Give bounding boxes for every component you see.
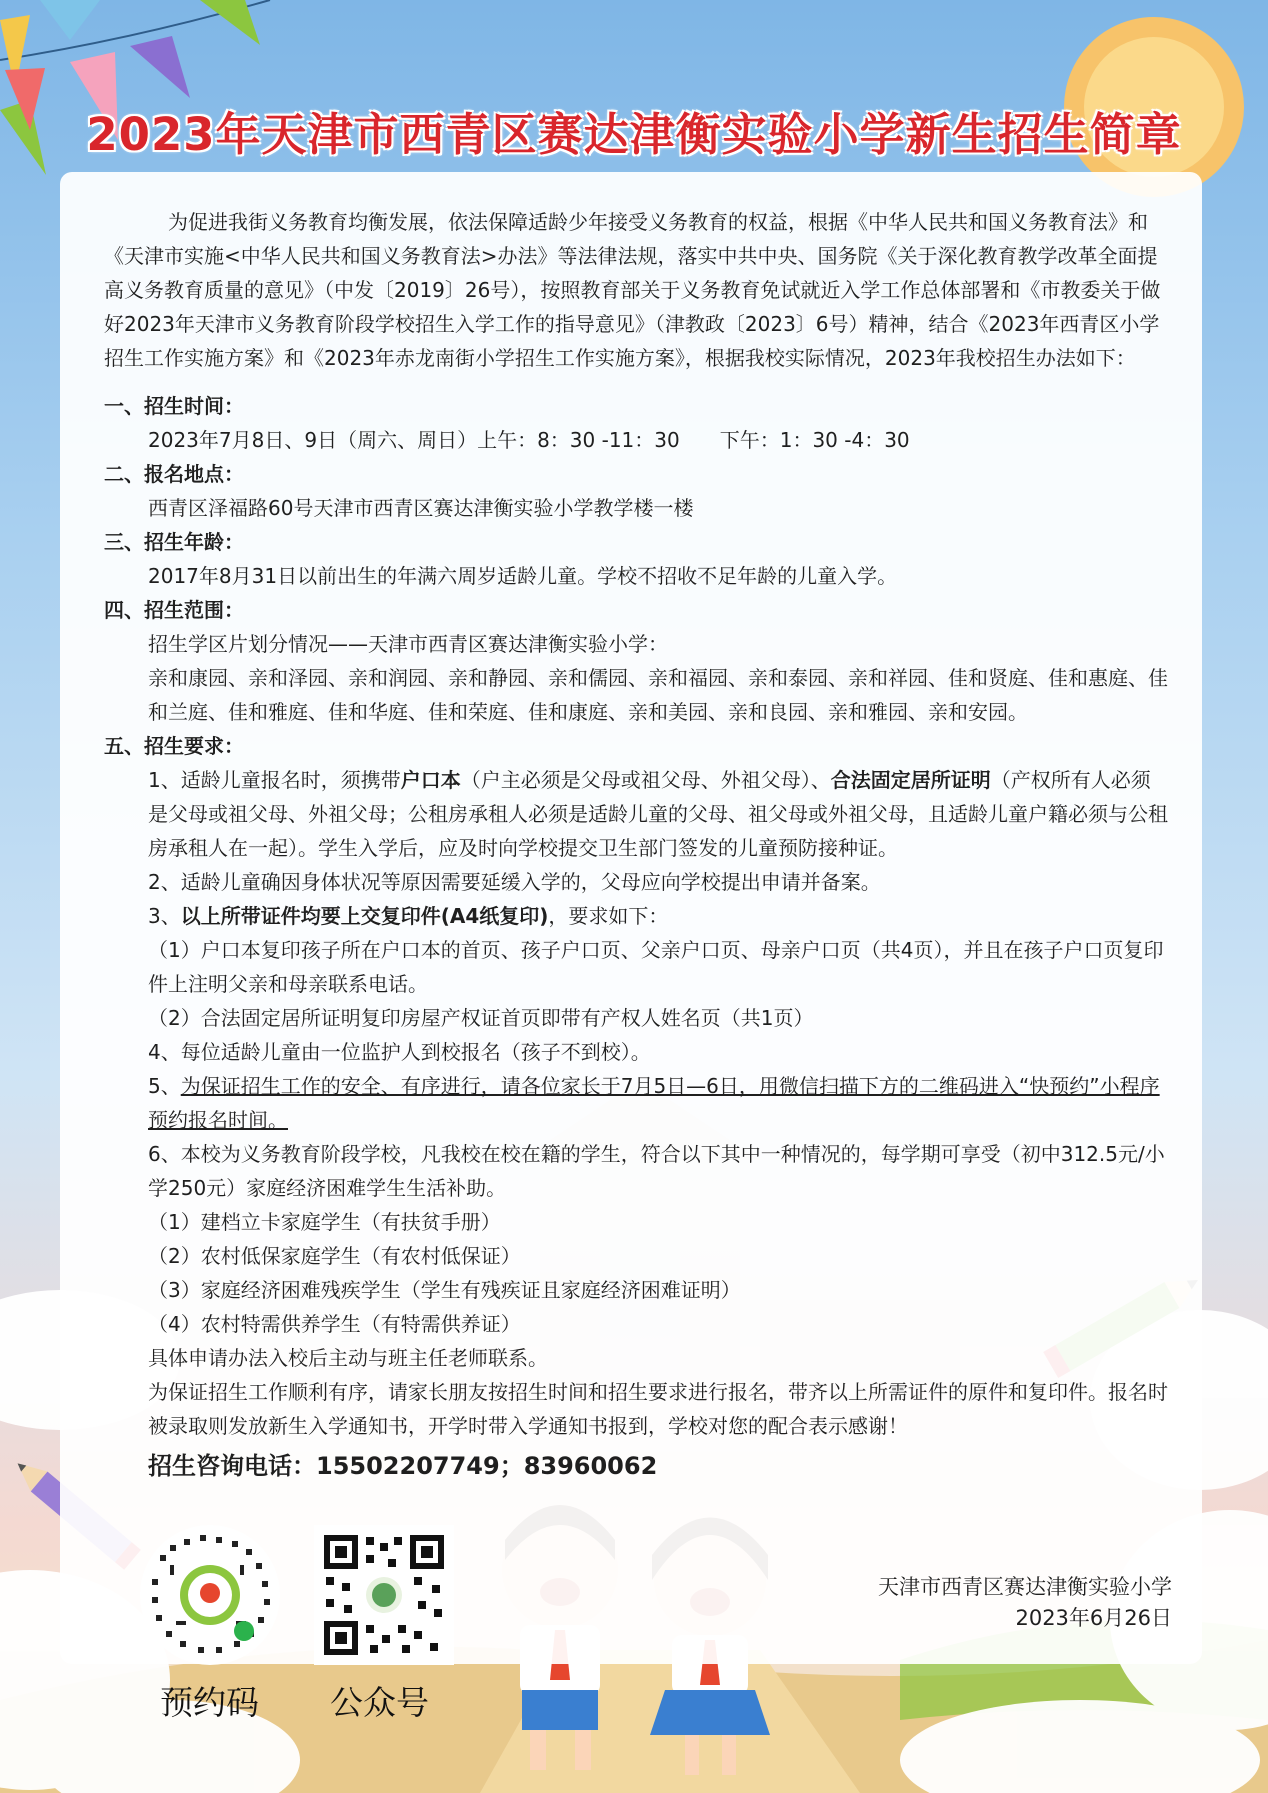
section-body-range-intro: 招生学区片划分情况——天津市西青区赛达津衡实验小学：: [148, 632, 668, 656]
section-heading-location: 二、报名地点：: [104, 462, 244, 486]
closing-paragraph: 为保证招生工作顺利有序，请家长朋友按招生时间和招生要求进行报名，带齐以上所需证件的原件和复印件。报名时被录取则发放新生入学通知书，开学时带入学通知书报到，学校对您的配合表示感谢！: [148, 1380, 1168, 1438]
requirement-4: 4、每位适龄儿童由一位监护人到校报名（孩子不到校）。: [148, 1040, 651, 1064]
article-body: [104, 205, 1170, 1483]
qr-code-icon: [314, 1525, 454, 1665]
apply-note: 具体申请办法入校后主动与班主任老师联系。: [148, 1346, 548, 1370]
wechat-qr-label: 公众号: [330, 1683, 429, 1722]
issue-date: 2023年6月26日: [1015, 1606, 1172, 1630]
section-heading-range: 四、招生范围：: [104, 598, 244, 622]
section-heading-age: 三、招生年龄：: [104, 530, 244, 554]
section-heading-requirements: 五、招生要求：: [104, 734, 244, 758]
requirement-6: 6、本校为义务教育阶段学校，凡我校在校在籍的学生，符合以下其中一种情况的，每学期可享受（初中312.5元/小学250元）家庭经济困难学生生活补助。: [148, 1142, 1165, 1200]
requirement-3-item-1: （1）户口本复印孩子所在户口本的首页、孩子户口页、父亲户口页、母亲户口页（共4页），并且在孩子户口页复印件上注明父亲和母亲联系电话。: [148, 938, 1164, 996]
mini-program-code-icon: [140, 1525, 280, 1665]
school-name: 天津市西青区赛达津衡实验小学: [878, 1575, 1172, 1599]
requirement-2: 2、适龄儿童确因身体状况等原因需要延缓入学的，父母应向学校提出申请并备案。: [148, 870, 881, 894]
intro-paragraph: 为促进我街义务教育均衡发展，依法保障适龄少年接受义务教育的权益，根据《中华人民共和国义务教育法》和《天津市实施<中华人民共和国义务教育法>办法》等法律法规，落实中共中央、国务院《关于深化教育教学改革全面提高义务教育质量的意见》（中发〔2019〕26号），按照教育部关于义务教育免试就近入学工作总体部署和《市教委关于做好2023年天津市义务教育阶段学校招生入学工作的指导意见》（津教政〔2023〕6号）精神，结合《2023年西青区小学招生工作实施方案》和《2023年赤龙南街小学招生工作实施方案》，根据我校实际情况，2023年我校招生办法如下：: [104, 210, 1161, 370]
section-body-age: 2017年8月31日以前出生的年满六周岁适龄儿童。学校不招收不足年龄的儿童入学。: [148, 564, 898, 588]
requirement-1: 1、适龄儿童报名时，须携带户口本（户主必须是父母或祖父母、外祖父母）、合法固定居所证明（产权所有人必须是父母或祖父母、外祖父母；公租房承租人必须是适龄儿童的父母、祖父母或外祖父母，且适龄儿童户籍必须与公租房承租人在一起）。学生入学后，应及时向学校提交卫生部门签发的儿童预防接种证。: [148, 768, 1168, 860]
wechat-account-qr-code[interactable]: [314, 1525, 454, 1665]
requirement-5: 5、为保证招生工作的安全、有序进行，请各位家长于7月5日—6日，用微信扫描下方的二维码进入“快预约”小程序预约报名时间。: [148, 1074, 1160, 1132]
consult-phone: 招生咨询电话：15502207749；83960062: [148, 1452, 658, 1480]
requirement-6-item-1: （1）建档立卡家庭学生（有扶贫手册）: [148, 1210, 501, 1234]
requirement-6-item-2: （2）农村低保家庭学生（有农村低保证）: [148, 1244, 521, 1268]
requirement-3: 3、以上所带证件均要上交复印件(A4纸复印)，要求如下：: [148, 904, 669, 928]
section-heading-time: 一、招生时间：: [104, 394, 244, 418]
requirement-6-item-3: （3）家庭经济困难残疾学生（学生有残疾证且家庭经济困难证明）: [148, 1278, 741, 1302]
section-body-range-list: 亲和康园、亲和泽园、亲和润园、亲和静园、亲和儒园、亲和福园、亲和泰园、亲和祥园、佳和贤庭、佳和惠庭、佳和兰庭、佳和雅庭、佳和华庭、佳和荣庭、佳和康庭、亲和美园、亲和良园、亲和雅园、亲和安园。: [148, 666, 1168, 724]
signature-block: [878, 1572, 1172, 1634]
booking-qr-code[interactable]: [140, 1525, 280, 1665]
requirement-6-item-4: （4）农村特需供养学生（有特需供养证）: [148, 1312, 521, 1336]
page-title: 2023年天津市西青区赛达津衡实验小学新生招生简章: [86, 108, 1182, 161]
requirement-3-item-2: （2）合法固定居所证明复印房屋产权证首页即带有产权人姓名页（共1页）: [148, 1006, 814, 1030]
section-body-location: 西青区泽福路60号天津市西青区赛达津衡实验小学教学楼一楼: [148, 496, 694, 520]
booking-qr-label: 预约码: [160, 1683, 259, 1722]
section-body-time: 2023年7月8日、9日（周六、周日）上午：8：30 -11：30 下午：1：30 -4：30: [148, 428, 910, 452]
